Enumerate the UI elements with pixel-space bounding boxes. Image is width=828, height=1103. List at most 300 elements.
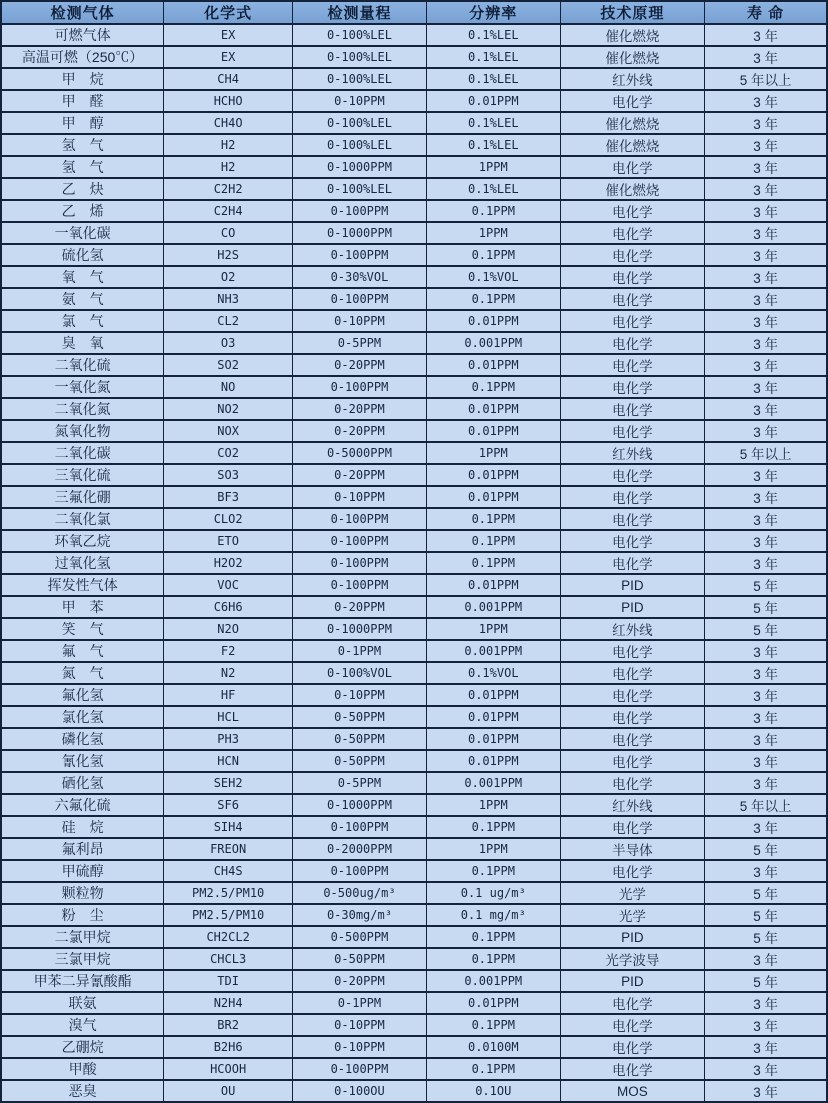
formula-cell: H2 bbox=[164, 134, 293, 156]
formula-cell: PM2.5/PM10 bbox=[164, 882, 293, 904]
formula-cell: O3 bbox=[164, 332, 293, 354]
formula-cell: PM2.5/PM10 bbox=[164, 904, 293, 926]
range-cell: 0-100PPM bbox=[293, 860, 427, 882]
resolution-cell: 0.1%LEL bbox=[426, 178, 560, 200]
header-principle: 技术原理 bbox=[560, 1, 705, 24]
resolution-cell: 0.01PPM bbox=[426, 486, 560, 508]
gas-name-cell: 三氯甲烷 bbox=[1, 948, 164, 970]
principle-cell: 电化学 bbox=[560, 420, 705, 442]
resolution-cell: 0.1%LEL bbox=[426, 68, 560, 90]
gas-name-cell: 三氧化硫 bbox=[1, 464, 164, 486]
table-row bbox=[1, 530, 827, 552]
formula-cell: ETO bbox=[164, 530, 293, 552]
range-cell: 0-50PPM bbox=[293, 728, 427, 750]
gas-name-cell: 溴气 bbox=[1, 1014, 164, 1036]
range-cell: 0-50PPM bbox=[293, 750, 427, 772]
table-row bbox=[1, 134, 827, 156]
gas-name-cell: 甲 醛 bbox=[1, 90, 164, 112]
resolution-cell: 0.1%LEL bbox=[426, 24, 560, 46]
table-row bbox=[1, 750, 827, 772]
lifespan-cell: 3 年 bbox=[705, 24, 827, 46]
principle-cell: 电化学 bbox=[560, 354, 705, 376]
formula-cell: CLO2 bbox=[164, 508, 293, 530]
gas-name-cell: 粉 尘 bbox=[1, 904, 164, 926]
resolution-cell: 0.1PPM bbox=[426, 288, 560, 310]
lifespan-cell: 5 年 bbox=[705, 882, 827, 904]
table-row bbox=[1, 904, 827, 926]
principle-cell: 电化学 bbox=[560, 244, 705, 266]
principle-cell: 电化学 bbox=[560, 860, 705, 882]
range-cell: 0-1000PPM bbox=[293, 794, 427, 816]
formula-cell: BF3 bbox=[164, 486, 293, 508]
table-row bbox=[1, 486, 827, 508]
header-gas-name: 检测气体 bbox=[1, 1, 164, 24]
table-row bbox=[1, 266, 827, 288]
gas-name-cell: 联氨 bbox=[1, 992, 164, 1014]
principle-cell: 电化学 bbox=[560, 640, 705, 662]
table-row bbox=[1, 200, 827, 222]
header-resolution: 分辨率 bbox=[426, 1, 560, 24]
lifespan-cell: 3 年 bbox=[705, 772, 827, 794]
range-cell: 0-10PPM bbox=[293, 90, 427, 112]
resolution-cell: 0.1PPM bbox=[426, 552, 560, 574]
table-row bbox=[1, 376, 827, 398]
table-row bbox=[1, 310, 827, 332]
formula-cell: CH4 bbox=[164, 68, 293, 90]
principle-cell: 催化燃烧 bbox=[560, 46, 705, 68]
principle-cell: 电化学 bbox=[560, 992, 705, 1014]
table-row bbox=[1, 90, 827, 112]
resolution-cell: 0.01PPM bbox=[426, 992, 560, 1014]
table-row bbox=[1, 332, 827, 354]
principle-cell: 电化学 bbox=[560, 552, 705, 574]
gas-name-cell: 恶臭 bbox=[1, 1080, 164, 1102]
formula-cell: PH3 bbox=[164, 728, 293, 750]
principle-cell: PID bbox=[560, 574, 705, 596]
resolution-cell: 1PPM bbox=[426, 794, 560, 816]
resolution-cell: 0.01PPM bbox=[426, 574, 560, 596]
lifespan-cell: 3 年 bbox=[705, 244, 827, 266]
range-cell: 0-1000PPM bbox=[293, 222, 427, 244]
lifespan-cell: 3 年 bbox=[705, 992, 827, 1014]
formula-cell: CO2 bbox=[164, 442, 293, 464]
resolution-cell: 0.001PPM bbox=[426, 332, 560, 354]
lifespan-cell: 3 年 bbox=[705, 266, 827, 288]
principle-cell: 催化燃烧 bbox=[560, 178, 705, 200]
gas-name-cell: 乙 烯 bbox=[1, 200, 164, 222]
range-cell: 0-30%VOL bbox=[293, 266, 427, 288]
range-cell: 0-1000PPM bbox=[293, 156, 427, 178]
resolution-cell: 0.1%LEL bbox=[426, 46, 560, 68]
formula-cell: SIH4 bbox=[164, 816, 293, 838]
gas-name-cell: 乙硼烷 bbox=[1, 1036, 164, 1058]
lifespan-cell: 3 年 bbox=[705, 112, 827, 134]
range-cell: 0-1PPM bbox=[293, 640, 427, 662]
formula-cell: C2H4 bbox=[164, 200, 293, 222]
lifespan-cell: 5 年 bbox=[705, 904, 827, 926]
gas-name-cell: 二氧化氯 bbox=[1, 508, 164, 530]
range-cell: 0-20PPM bbox=[293, 420, 427, 442]
range-cell: 0-100PPM bbox=[293, 508, 427, 530]
range-cell: 0-20PPM bbox=[293, 596, 427, 618]
principle-cell: 电化学 bbox=[560, 750, 705, 772]
gas-name-cell: 甲酸 bbox=[1, 1058, 164, 1080]
table-row bbox=[1, 244, 827, 266]
formula-cell: HCL bbox=[164, 706, 293, 728]
gas-name-cell: 氟化氢 bbox=[1, 684, 164, 706]
gas-name-cell: 氢 气 bbox=[1, 134, 164, 156]
resolution-cell: 1PPM bbox=[426, 838, 560, 860]
table-row bbox=[1, 684, 827, 706]
principle-cell: 电化学 bbox=[560, 90, 705, 112]
principle-cell: 电化学 bbox=[560, 222, 705, 244]
table-row bbox=[1, 728, 827, 750]
resolution-cell: 1PPM bbox=[426, 156, 560, 178]
range-cell: 0-100PPM bbox=[293, 530, 427, 552]
gas-name-cell: 一氧化碳 bbox=[1, 222, 164, 244]
lifespan-cell: 3 年 bbox=[705, 1058, 827, 1080]
range-cell: 0-20PPM bbox=[293, 970, 427, 992]
principle-cell: 电化学 bbox=[560, 1058, 705, 1080]
lifespan-cell: 3 年 bbox=[705, 640, 827, 662]
range-cell: 0-100%LEL bbox=[293, 112, 427, 134]
table-row bbox=[1, 354, 827, 376]
principle-cell: PID bbox=[560, 926, 705, 948]
principle-cell: MOS bbox=[560, 1080, 705, 1102]
gas-name-cell: 氮 气 bbox=[1, 662, 164, 684]
formula-cell: NO bbox=[164, 376, 293, 398]
table-row bbox=[1, 508, 827, 530]
lifespan-cell: 3 年 bbox=[705, 376, 827, 398]
lifespan-cell: 3 年 bbox=[705, 354, 827, 376]
formula-cell: B2H6 bbox=[164, 1036, 293, 1058]
principle-cell: 电化学 bbox=[560, 530, 705, 552]
formula-cell: HCOOH bbox=[164, 1058, 293, 1080]
header-lifespan: 寿 命 bbox=[705, 1, 827, 24]
resolution-cell: 0.01PPM bbox=[426, 420, 560, 442]
resolution-cell: 0.1PPM bbox=[426, 816, 560, 838]
range-cell: 0-100PPM bbox=[293, 574, 427, 596]
resolution-cell: 0.1OU bbox=[426, 1080, 560, 1102]
principle-cell: 电化学 bbox=[560, 772, 705, 794]
lifespan-cell: 3 年 bbox=[705, 948, 827, 970]
range-cell: 0-10PPM bbox=[293, 684, 427, 706]
resolution-cell: 0.01PPM bbox=[426, 310, 560, 332]
table-row bbox=[1, 618, 827, 640]
principle-cell: 电化学 bbox=[560, 332, 705, 354]
formula-cell: F2 bbox=[164, 640, 293, 662]
principle-cell: 电化学 bbox=[560, 310, 705, 332]
gas-name-cell: 磷化氢 bbox=[1, 728, 164, 750]
resolution-cell: 0.1%VOL bbox=[426, 662, 560, 684]
gas-name-cell: 二氧化氮 bbox=[1, 398, 164, 420]
formula-cell: SO2 bbox=[164, 354, 293, 376]
range-cell: 0-10PPM bbox=[293, 1014, 427, 1036]
lifespan-cell: 5 年 bbox=[705, 926, 827, 948]
principle-cell: 催化燃烧 bbox=[560, 134, 705, 156]
range-cell: 0-100OU bbox=[293, 1080, 427, 1102]
formula-cell: SEH2 bbox=[164, 772, 293, 794]
lifespan-cell: 5 年以上 bbox=[705, 442, 827, 464]
resolution-cell: 0.001PPM bbox=[426, 970, 560, 992]
gas-name-cell: 氯 气 bbox=[1, 310, 164, 332]
resolution-cell: 0.1%VOL bbox=[426, 266, 560, 288]
table-row bbox=[1, 772, 827, 794]
range-cell: 0-100PPM bbox=[293, 552, 427, 574]
gas-name-cell: 氨 气 bbox=[1, 288, 164, 310]
resolution-cell: 1PPM bbox=[426, 222, 560, 244]
range-cell: 0-5000PPM bbox=[293, 442, 427, 464]
table-row bbox=[1, 574, 827, 596]
range-cell: 0-5PPM bbox=[293, 772, 427, 794]
lifespan-cell: 3 年 bbox=[705, 288, 827, 310]
formula-cell: H2S bbox=[164, 244, 293, 266]
table-row bbox=[1, 112, 827, 134]
table-row bbox=[1, 1014, 827, 1036]
table-row bbox=[1, 156, 827, 178]
table-body bbox=[1, 24, 827, 1102]
resolution-cell: 0.01PPM bbox=[426, 706, 560, 728]
formula-cell: CH4O bbox=[164, 112, 293, 134]
principle-cell: 电化学 bbox=[560, 288, 705, 310]
formula-cell: HF bbox=[164, 684, 293, 706]
gas-name-cell: 氟利昂 bbox=[1, 838, 164, 860]
lifespan-cell: 5 年 bbox=[705, 838, 827, 860]
gas-name-cell: 甲 醇 bbox=[1, 112, 164, 134]
gas-name-cell: 过氧化氢 bbox=[1, 552, 164, 574]
gas-name-cell: 二氯甲烷 bbox=[1, 926, 164, 948]
gas-name-cell: 硅 烷 bbox=[1, 816, 164, 838]
lifespan-cell: 5 年 bbox=[705, 574, 827, 596]
formula-cell: NH3 bbox=[164, 288, 293, 310]
lifespan-cell: 3 年 bbox=[705, 420, 827, 442]
formula-cell: CL2 bbox=[164, 310, 293, 332]
resolution-cell: 0.01PPM bbox=[426, 90, 560, 112]
formula-cell: H2O2 bbox=[164, 552, 293, 574]
lifespan-cell: 3 年 bbox=[705, 46, 827, 68]
table-row bbox=[1, 948, 827, 970]
resolution-cell: 0.001PPM bbox=[426, 640, 560, 662]
principle-cell: 红外线 bbox=[560, 442, 705, 464]
lifespan-cell: 5 年以上 bbox=[705, 794, 827, 816]
lifespan-cell: 3 年 bbox=[705, 1036, 827, 1058]
formula-cell: FREON bbox=[164, 838, 293, 860]
principle-cell: 电化学 bbox=[560, 684, 705, 706]
resolution-cell: 0.1PPM bbox=[426, 1058, 560, 1080]
table-row bbox=[1, 442, 827, 464]
table-row bbox=[1, 464, 827, 486]
range-cell: 0-50PPM bbox=[293, 948, 427, 970]
resolution-cell: 0.1PPM bbox=[426, 530, 560, 552]
gas-name-cell: 甲 苯 bbox=[1, 596, 164, 618]
resolution-cell: 0.1%LEL bbox=[426, 112, 560, 134]
range-cell: 0-500PPM bbox=[293, 926, 427, 948]
range-cell: 0-50PPM bbox=[293, 706, 427, 728]
formula-cell: TDI bbox=[164, 970, 293, 992]
resolution-cell: 0.1PPM bbox=[426, 860, 560, 882]
range-cell: 0-100%LEL bbox=[293, 24, 427, 46]
table-row bbox=[1, 24, 827, 46]
resolution-cell: 0.1PPM bbox=[426, 1014, 560, 1036]
table-row bbox=[1, 816, 827, 838]
formula-cell: C2H2 bbox=[164, 178, 293, 200]
principle-cell: 电化学 bbox=[560, 266, 705, 288]
formula-cell: SF6 bbox=[164, 794, 293, 816]
range-cell: 0-20PPM bbox=[293, 354, 427, 376]
range-cell: 0-100%LEL bbox=[293, 68, 427, 90]
resolution-cell: 1PPM bbox=[426, 442, 560, 464]
range-cell: 0-10PPM bbox=[293, 486, 427, 508]
table-row bbox=[1, 68, 827, 90]
resolution-cell: 0.1PPM bbox=[426, 948, 560, 970]
resolution-cell: 0.1PPM bbox=[426, 376, 560, 398]
principle-cell: 催化燃烧 bbox=[560, 24, 705, 46]
lifespan-cell: 3 年 bbox=[705, 398, 827, 420]
gas-name-cell: 氟 气 bbox=[1, 640, 164, 662]
lifespan-cell: 3 年 bbox=[705, 178, 827, 200]
gas-name-cell: 笑 气 bbox=[1, 618, 164, 640]
range-cell: 0-100PPM bbox=[293, 288, 427, 310]
gas-name-cell: 氢 气 bbox=[1, 156, 164, 178]
lifespan-cell: 3 年 bbox=[705, 486, 827, 508]
formula-cell: EX bbox=[164, 24, 293, 46]
table-row bbox=[1, 882, 827, 904]
range-cell: 0-10PPM bbox=[293, 1036, 427, 1058]
principle-cell: 红外线 bbox=[560, 618, 705, 640]
formula-cell: CO bbox=[164, 222, 293, 244]
formula-cell: CH4S bbox=[164, 860, 293, 882]
lifespan-cell: 3 年 bbox=[705, 134, 827, 156]
gas-name-cell: 氧 气 bbox=[1, 266, 164, 288]
lifespan-cell: 5 年 bbox=[705, 596, 827, 618]
gas-name-cell: 高温可燃（250℃） bbox=[1, 46, 164, 68]
header-range: 检测量程 bbox=[293, 1, 427, 24]
range-cell: 0-20PPM bbox=[293, 464, 427, 486]
principle-cell: 电化学 bbox=[560, 486, 705, 508]
gas-name-cell: 臭 氧 bbox=[1, 332, 164, 354]
resolution-cell: 0.0100M bbox=[426, 1036, 560, 1058]
gas-name-cell: 一氧化氮 bbox=[1, 376, 164, 398]
range-cell: 0-5PPM bbox=[293, 332, 427, 354]
table-row bbox=[1, 1058, 827, 1080]
header-formula: 化学式 bbox=[164, 1, 293, 24]
formula-cell: HCHO bbox=[164, 90, 293, 112]
gas-name-cell: 甲苯二异氰酸酯 bbox=[1, 970, 164, 992]
lifespan-cell: 3 年 bbox=[705, 860, 827, 882]
resolution-cell: 0.001PPM bbox=[426, 596, 560, 618]
resolution-cell: 0.1PPM bbox=[426, 508, 560, 530]
table-row bbox=[1, 178, 827, 200]
table-row bbox=[1, 552, 827, 574]
range-cell: 0-100%LEL bbox=[293, 178, 427, 200]
gas-name-cell: 甲 烷 bbox=[1, 68, 164, 90]
range-cell: 0-10PPM bbox=[293, 310, 427, 332]
principle-cell: 红外线 bbox=[560, 68, 705, 90]
resolution-cell: 0.01PPM bbox=[426, 750, 560, 772]
gas-name-cell: 氯化氢 bbox=[1, 706, 164, 728]
formula-cell: OU bbox=[164, 1080, 293, 1102]
lifespan-cell: 3 年 bbox=[705, 684, 827, 706]
formula-cell: N2 bbox=[164, 662, 293, 684]
formula-cell: BR2 bbox=[164, 1014, 293, 1036]
resolution-cell: 0.1PPM bbox=[426, 926, 560, 948]
range-cell: 0-500ug/m³ bbox=[293, 882, 427, 904]
formula-cell: NO2 bbox=[164, 398, 293, 420]
lifespan-cell: 3 年 bbox=[705, 816, 827, 838]
table-row bbox=[1, 46, 827, 68]
lifespan-cell: 3 年 bbox=[705, 706, 827, 728]
table-row bbox=[1, 1036, 827, 1058]
header-row bbox=[1, 1, 827, 24]
gas-name-cell: 可燃气体 bbox=[1, 24, 164, 46]
principle-cell: 光学 bbox=[560, 904, 705, 926]
lifespan-cell: 3 年 bbox=[705, 310, 827, 332]
principle-cell: 电化学 bbox=[560, 1036, 705, 1058]
resolution-cell: 0.01PPM bbox=[426, 398, 560, 420]
lifespan-cell: 3 年 bbox=[705, 508, 827, 530]
principle-cell: PID bbox=[560, 970, 705, 992]
table-row bbox=[1, 794, 827, 816]
range-cell: 0-100PPM bbox=[293, 200, 427, 222]
range-cell: 0-100%LEL bbox=[293, 134, 427, 156]
table-row bbox=[1, 640, 827, 662]
principle-cell: 光学 bbox=[560, 882, 705, 904]
gas-name-cell: 颗粒物 bbox=[1, 882, 164, 904]
principle-cell: 电化学 bbox=[560, 156, 705, 178]
principle-cell: 电化学 bbox=[560, 200, 705, 222]
lifespan-cell: 3 年 bbox=[705, 1014, 827, 1036]
resolution-cell: 0.1 mg/m³ bbox=[426, 904, 560, 926]
gas-name-cell: 甲硫醇 bbox=[1, 860, 164, 882]
resolution-cell: 0.1PPM bbox=[426, 244, 560, 266]
formula-cell: N2O bbox=[164, 618, 293, 640]
principle-cell: 电化学 bbox=[560, 816, 705, 838]
principle-cell: 电化学 bbox=[560, 1014, 705, 1036]
lifespan-cell: 5 年 bbox=[705, 618, 827, 640]
gas-name-cell: 氰化氢 bbox=[1, 750, 164, 772]
table-row bbox=[1, 662, 827, 684]
range-cell: 0-100PPM bbox=[293, 244, 427, 266]
range-cell: 0-1000PPM bbox=[293, 618, 427, 640]
principle-cell: 电化学 bbox=[560, 728, 705, 750]
resolution-cell: 0.1%LEL bbox=[426, 134, 560, 156]
gas-name-cell: 硫化氢 bbox=[1, 244, 164, 266]
principle-cell: 红外线 bbox=[560, 794, 705, 816]
gas-name-cell: 环氧乙烷 bbox=[1, 530, 164, 552]
resolution-cell: 0.01PPM bbox=[426, 684, 560, 706]
range-cell: 0-1PPM bbox=[293, 992, 427, 1014]
principle-cell: 半导体 bbox=[560, 838, 705, 860]
gas-name-cell: 硒化氢 bbox=[1, 772, 164, 794]
table-row bbox=[1, 970, 827, 992]
range-cell: 0-100PPM bbox=[293, 376, 427, 398]
table-row bbox=[1, 222, 827, 244]
lifespan-cell: 3 年 bbox=[705, 662, 827, 684]
table-row bbox=[1, 860, 827, 882]
formula-cell: NOX bbox=[164, 420, 293, 442]
principle-cell: 电化学 bbox=[560, 398, 705, 420]
table-row bbox=[1, 706, 827, 728]
range-cell: 0-100%VOL bbox=[293, 662, 427, 684]
lifespan-cell: 3 年 bbox=[705, 90, 827, 112]
principle-cell: PID bbox=[560, 596, 705, 618]
gas-name-cell: 挥发性气体 bbox=[1, 574, 164, 596]
table-row bbox=[1, 398, 827, 420]
table-row bbox=[1, 926, 827, 948]
formula-cell: CHCL3 bbox=[164, 948, 293, 970]
resolution-cell: 0.01PPM bbox=[426, 728, 560, 750]
range-cell: 0-100PPM bbox=[293, 1058, 427, 1080]
